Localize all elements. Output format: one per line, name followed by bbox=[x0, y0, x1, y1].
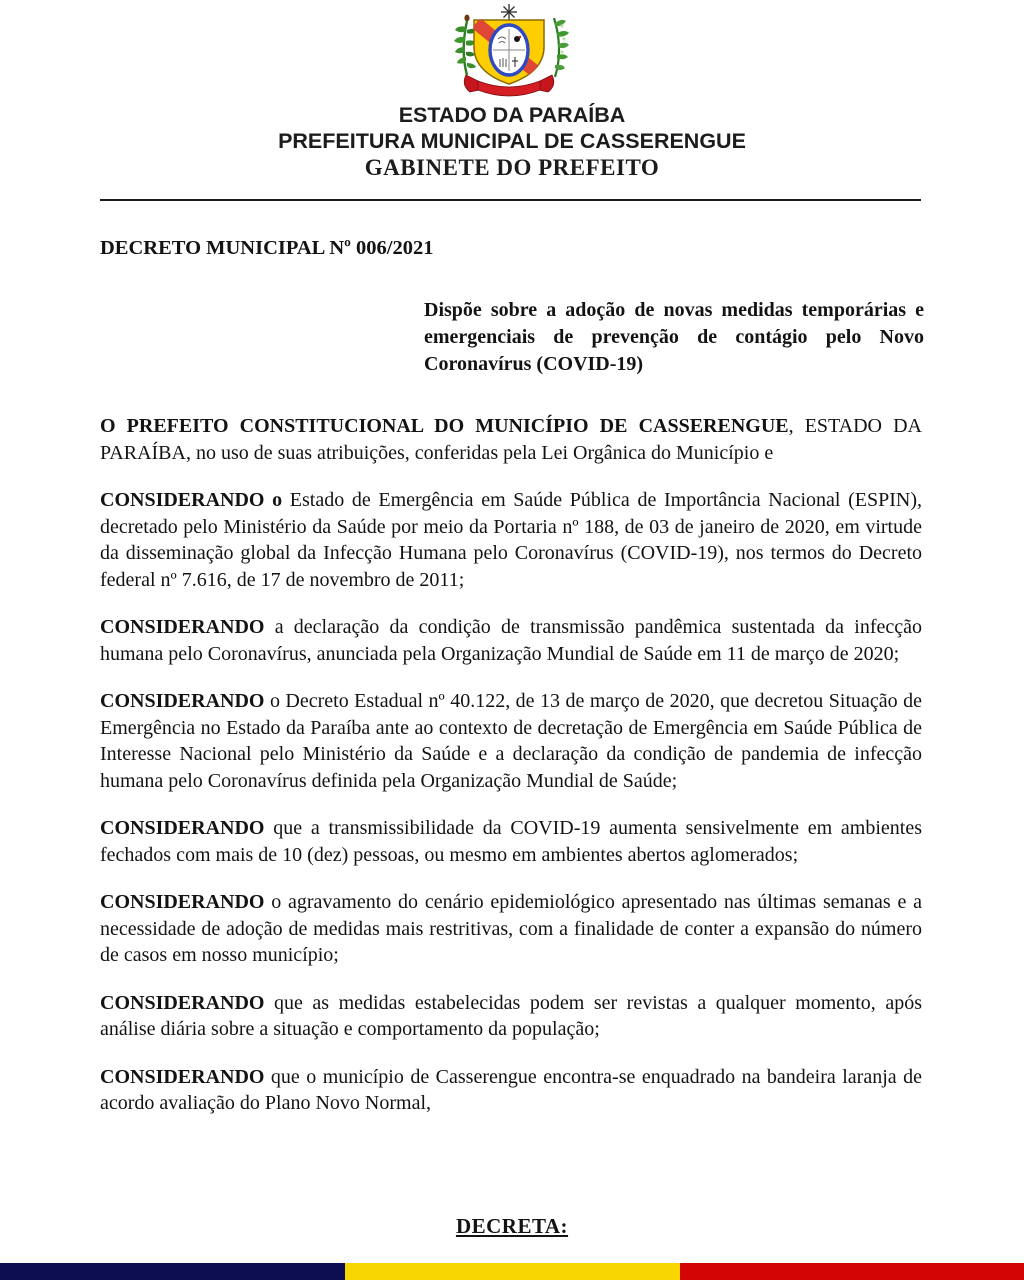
flag-bar-yellow-segment bbox=[345, 1263, 680, 1280]
decree-number-title: DECRETO MUNICIPAL Nº 006/2021 bbox=[100, 237, 434, 259]
coat-of-arms-paraiba-icon bbox=[454, 3, 570, 102]
central-oval bbox=[490, 25, 528, 75]
decree-body bbox=[100, 413, 922, 1138]
considerando-paragraph-3: CONSIDERANDO o Decreto Estadual nº 40.122, de 13 de março de 2020, que decretou Situação de Emergência no Estado da Paraíba ante ao contexto de decretação de Emergência em Saúde Pública de Interesse Nacional pelo Ministério da Saúde e a declaração da condição de pandemia de infecção humana pelo Coronavírus definida pela Organização Mundial de Saúde; bbox=[100, 690, 922, 792]
decreta-heading: DECRETA: bbox=[455, 1214, 569, 1238]
star-finial bbox=[501, 4, 517, 20]
decree-summary: Dispõe sobre a adoção de novas medidas temporárias e emergenciais de prevenção de contágio pelo Novo Coronavírus (COVID-19) bbox=[424, 299, 924, 375]
preamble-rest: , ESTADO DA PARAÍBA, no uso de suas atribuições, conferidas pela Lei Orgânica do Município e bbox=[100, 415, 922, 464]
considerando-paragraph-6: CONSIDERANDO que as medidas estabelecidas podem ser revistas a qualquer momento, após análise diária sobre a situação e comportamento da população; bbox=[100, 991, 922, 1040]
considerando-paragraph-4: CONSIDERANDO que a transmissibilidade da COVID-19 aumenta sensivelmente em ambientes fechados com mais de 10 (dez) pessoas, ou mesmo em ambientes abertos aglomerados; bbox=[100, 817, 922, 866]
preamble-paragraph bbox=[100, 413, 922, 466]
considerando-paragraph-7: CONSIDERANDO que o município de Casserengue encontra-se enquadrado na bandeira laranja de acordo avaliação do Plano Novo Normal, bbox=[100, 1065, 922, 1114]
cotton-branch-right bbox=[554, 18, 569, 77]
letterhead-state-line: ESTADO DA PARAÍBA bbox=[398, 103, 626, 127]
letterhead-municipality-line: PREFEITURA MUNICIPAL DE CASSERENGUE bbox=[278, 129, 746, 153]
letterhead bbox=[0, 102, 1024, 181]
letterhead-office-line: GABINETE DO PREFEITO bbox=[364, 155, 660, 180]
considerando-paragraph-1: CONSIDERANDO o Estado de Emergência em Saúde Pública de Importância Nacional (ESPIN), decretado pelo Ministério da Saúde por meio da Portaria nº 188, de 03 de janeiro de 2020, em virtude da disseminação global da Infecção Humana pelo Coronavírus (COVID-19), nos termos do Decreto federal nº 7.616, de 17 de novembro de 2011; bbox=[100, 489, 922, 591]
flag-bar-red-segment bbox=[680, 1263, 1024, 1280]
considerando-paragraph-5: CONSIDERANDO o agravamento do cenário epidemiológico apresentado nas últimas semanas e a necessidade de adoção de medidas mais restritivas, com a finalidade de conter a expansão do número de casos em nosso município; bbox=[100, 891, 922, 966]
considerando-paragraph-2: CONSIDERANDO a declaração da condição de transmissão pandêmica sustentada da infecção humana pelo Coronavírus, anunciada pela Organização Mundial de Saúde em 11 de março de 2020; bbox=[100, 616, 922, 665]
preamble-bold: O PREFEITO CONSTITUCIONAL DO MUNICÍPIO DE CASSERENGUE bbox=[100, 415, 789, 437]
flag-bar-navy-segment bbox=[0, 1263, 345, 1280]
header-divider-line bbox=[100, 199, 921, 201]
footer-flag-bar bbox=[0, 1263, 1024, 1280]
